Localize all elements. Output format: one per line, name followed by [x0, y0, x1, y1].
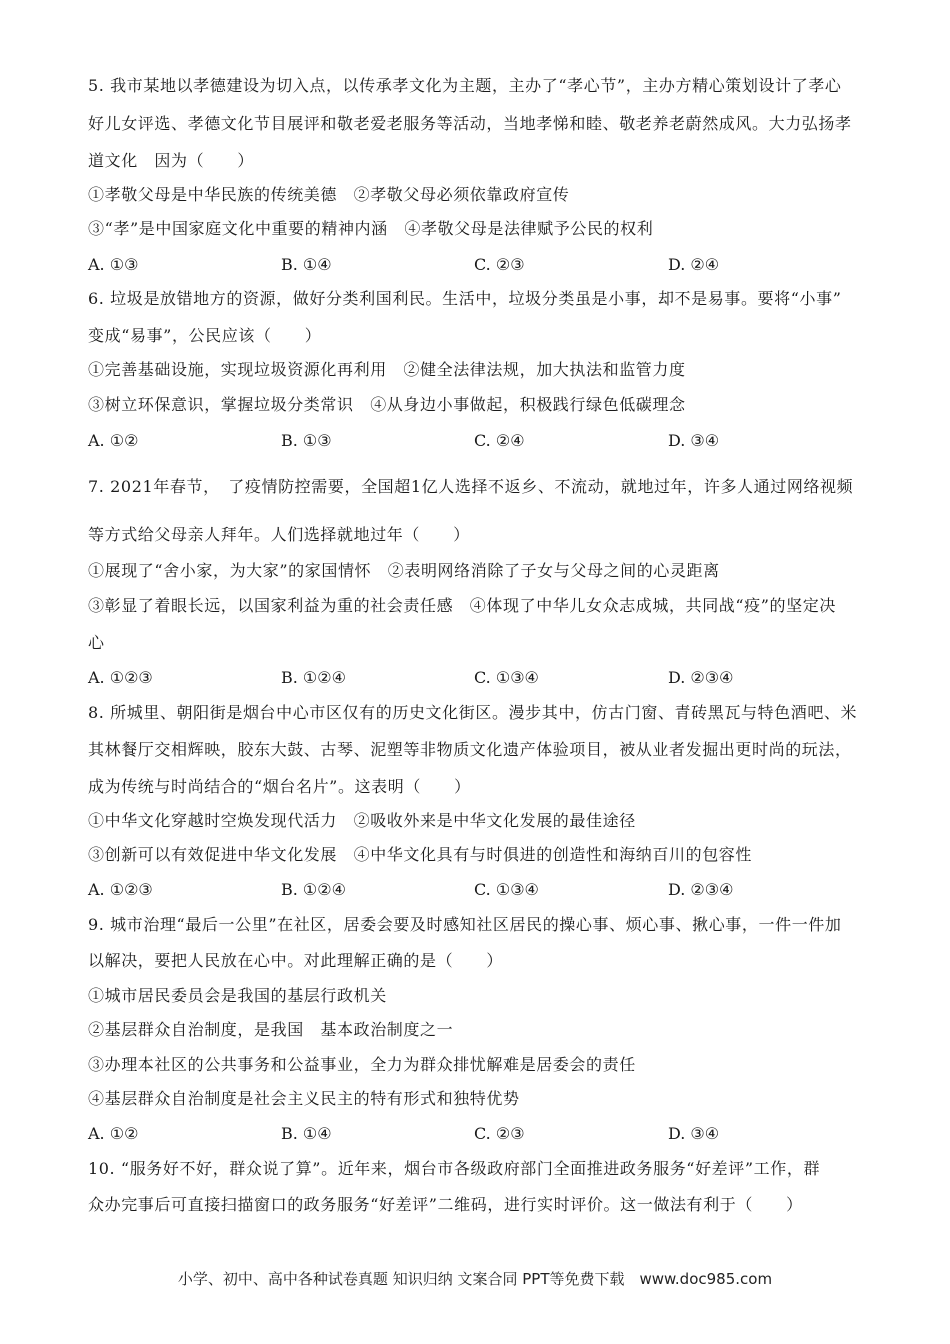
statement-line: ③“孝”是中国家庭文化中重要的精神内涵 ④孝敬父母是法律赋予公民的权利 — [88, 219, 654, 238]
statement-line: ③创新可以有效促进中华文化发展 ④中华文化具有与时俱进的创造性和海纳百川的包容性 — [88, 845, 753, 864]
page-footer: 小学、初中、高中各种试卷真题 知识归纳 文案合同 PPT等免费下载 www.doc985.com — [177, 1270, 773, 1288]
question-text-line: 其林餐厅交相辉映，胶东大鼓、古琴、泥塑等非物质文化遗产体验项目，被从业者发掘出更时尚的玩法， — [88, 740, 852, 759]
option-c: C. ①③④ — [474, 668, 539, 687]
question-text-line: 6. 垃圾是放错地方的资源，做好分类利国利民。生活中，垃圾分类虽是小事，却不是易事。要将“小事” — [88, 289, 842, 308]
option-c: C. ②③ — [474, 1124, 525, 1143]
option-c: C. ②③ — [474, 255, 525, 274]
option-a: A. ①② — [88, 431, 139, 450]
statement-line: 心 — [88, 633, 105, 652]
option-d: D. ②④ — [668, 255, 720, 274]
option-a: A. ①③ — [88, 255, 139, 274]
option-b: B. ①④ — [281, 1124, 332, 1143]
question-text-line: 变成“易事”，公民应该（ ） — [88, 326, 322, 345]
statement-line: ①孝敬父母是中华民族的传统美德 ②孝敬父母必须依靠政府宣传 — [88, 185, 570, 204]
question-text-line: 道文化 因为（ ） — [88, 151, 255, 170]
option-b: B. ①④ — [281, 255, 332, 274]
question-text-line: 成为传统与时尚结合的“烟台名片”。这表明（ ） — [88, 777, 471, 796]
option-b: B. ①③ — [281, 431, 332, 450]
statement-line: ③办理本社区的公共事务和公益事业，全力为群众排忧解难是居委会的责任 — [88, 1055, 636, 1074]
option-a: A. ①②③ — [88, 880, 153, 899]
option-d: D. ③④ — [668, 431, 720, 450]
statement-line: ③彰显了着眼长远，以国家利益为重的社会责任感 ④体现了中华儿女众志成城，共同战“疫”的坚定决 — [88, 596, 836, 615]
question-text-line: 众办完事后可直接扫描窗口的政务服务“好差评”二维码，进行实时评价。这一做法有利于（ ） — [88, 1195, 803, 1214]
question-text-line: 以解决，要把人民放在心中。对此理解正确的是（ ） — [88, 951, 504, 970]
statement-line: ④基层群众自治制度是社会主义民主的特有形式和独特优势 — [88, 1089, 520, 1108]
statement-line: ①完善基础设施，实现垃圾资源化再利用 ②健全法律法规，加大执法和监管力度 — [88, 360, 686, 379]
option-c: C. ①③④ — [474, 880, 539, 899]
option-b: B. ①②④ — [281, 668, 346, 687]
option-d: D. ②③④ — [668, 668, 734, 687]
option-a: A. ①② — [88, 1124, 139, 1143]
option-d: D. ②③④ — [668, 880, 734, 899]
option-d: D. ③④ — [668, 1124, 720, 1143]
option-c: C. ②④ — [474, 431, 525, 450]
question-text-line: 8. 所城里、朝阳街是烟台中心市区仅有的历史文化街区。漫步其中，仿古门窗、青砖黑瓦与特色酒吧、米 — [88, 703, 858, 722]
question-text-line: 5. 我市某地以孝德建设为切入点，以传承孝文化为主题，主办了“孝心节”，主办方精心策划设计了孝心 — [88, 76, 842, 95]
question-text-line: 7. 2021年春节， 了疫情防控需要，全国超1亿人选择不返乡、不流动，就地过年，许多人通过网络视频 — [88, 477, 854, 496]
question-text-line: 等方式给父母亲人拜年。人们选择就地过年（ ） — [88, 525, 470, 544]
question-text-line: 10. “服务好不好，群众说了算”。近年来，烟台市各级政府部门全面推进政务服务“好差评”工作，群 — [88, 1159, 821, 1178]
statement-line: ①中华文化穿越时空焕发现代活力 ②吸收外来是中华文化发展的最佳途径 — [88, 811, 636, 830]
statement-line: ③树立环保意识，掌握垃圾分类常识 ④从身边小事做起，积极践行绿色低碳理念 — [88, 395, 686, 414]
option-b: B. ①②④ — [281, 880, 346, 899]
statement-line: ②基层群众自治制度，是我国 基本政治制度之一 — [88, 1020, 454, 1039]
question-text-line: 9. 城市治理“最后一公里”在社区，居委会要及时感知社区居民的操心事、烦心事、揪心事，一件一件加 — [88, 915, 842, 934]
option-a: A. ①②③ — [88, 668, 153, 687]
question-text-line: 好儿女评选、孝德文化节目展评和敬老爱老服务等活动，当地孝悌和睦、敬老养老蔚然成风。大力弘扬孝 — [88, 114, 852, 133]
statement-line: ①城市居民委员会是我国的基层行政机关 — [88, 986, 387, 1005]
statement-line: ①展现了“舍小家，为大家”的家国情怀 ②表明网络消除了子女与父母之间的心灵距离 — [88, 561, 720, 580]
